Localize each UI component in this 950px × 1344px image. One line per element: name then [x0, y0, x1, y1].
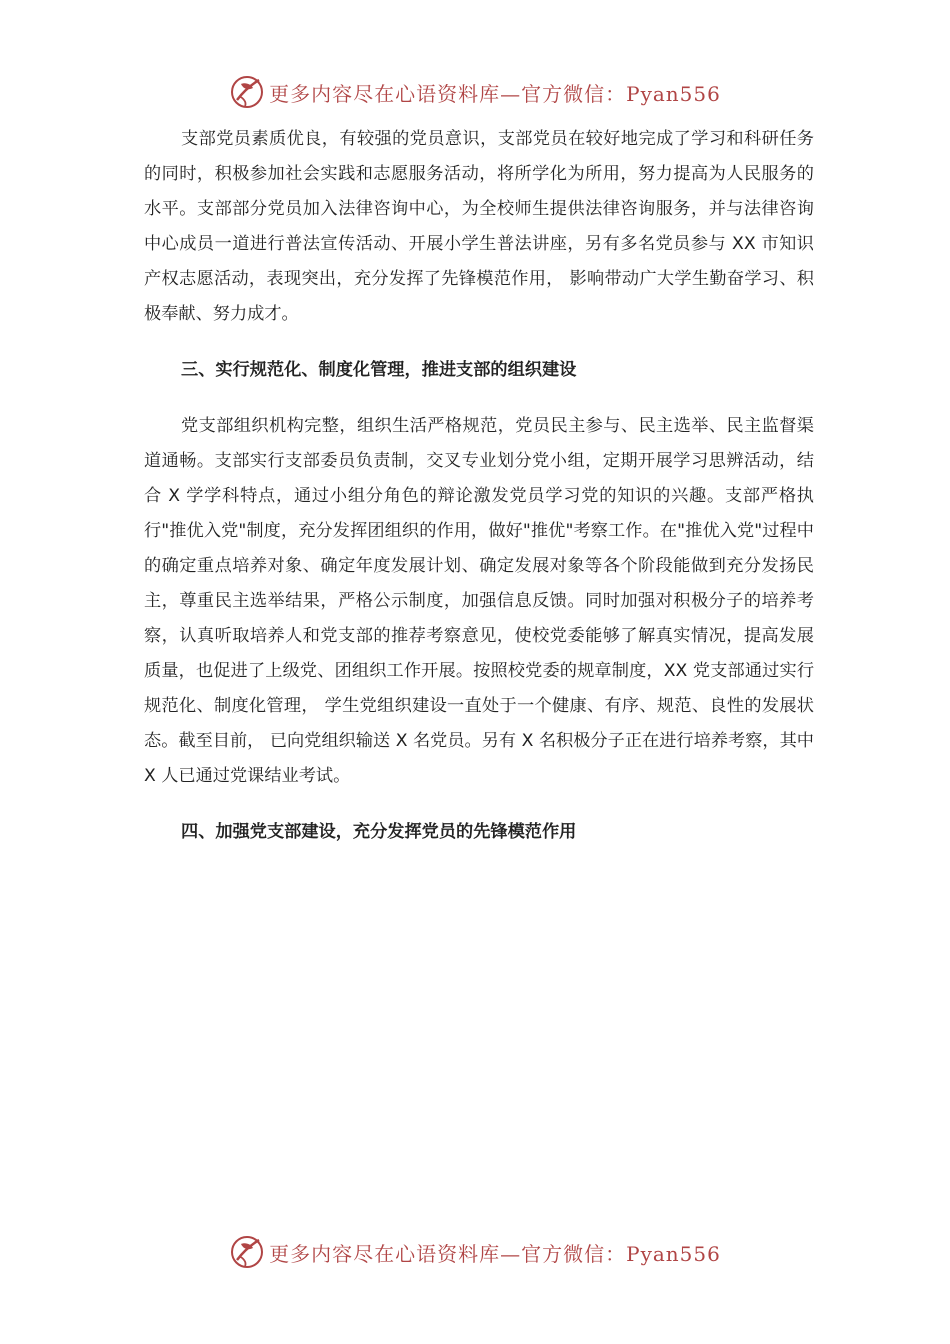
- watermark-footer: [0, 1232, 950, 1272]
- paragraph-party-member-quality: 支部党员素质优良，有较强的党员意识，支部党员在较好地完成了学习和科研任务的同时，积极参加社会实践和志愿服务活动，将所学化为所用，努力提高为人民服务的水平。支部部分党员加入法律咨询中心，为全校师生提供法律咨询服务，并与法律咨询中心成员一道进行普法宣传活动、开展小学生普法讲座，另有多名党员参与 XX 市知识产权志愿活动，表现突出，充分发挥了先锋模范作用， 影响带动广大学生勤奋学习、积极奉献、努力成才。: [144, 129, 814, 324]
- brand-logo-icon: [229, 1234, 265, 1270]
- watermark-text: 更多内容尽在心语资料库—官方微信：Pyan556: [269, 81, 721, 106]
- document-body: [144, 122, 814, 850]
- section-heading-3: 三、实行规范化、制度化管理，推进支部的组织建设: [181, 360, 577, 380]
- paragraph-organization-building: 党支部组织机构完整，组织生活严格规范，党员民主参与、民主选举、民主监督渠道通畅。支部实行支部委员负责制，交叉专业划分党小组，定期开展学习思辨活动，结合 X 学学科特点，通过小组分角色的辩论激发党员学习党的知识的兴趣。支部严格执行"推优入党"制度，充分发挥团组织的作用，做好"推优"考察工作。在"推优入党"过程中的确定重点培养对象、确定年度发展计划、确定发展对象等各个阶段能做到充分发扬民主，尊重民主选举结果，严格公示制度，加强信息反馈。同时加强对积极分子的培养考察，认真听取培养人和党支部的推荐考察意见，使校党委能够了解真实情况，提高发展质量，也促进了上级党、团组织工作开展。按照校党委的规章制度，XX 党支部通过实行规范化、制度化管理， 学生党组织建设一直处于一个健康、有序、规范、良性的发展状态。截至目前， 已向党组织输送 X 名党员。另有 X 名积极分子正在进行培养考察，其中 X 人已通过党课结业考试。: [144, 416, 815, 786]
- section-heading-4: 四、加强党支部建设，充分发挥党员的先锋模范作用: [181, 822, 577, 842]
- brand-logo-icon: [229, 74, 265, 110]
- watermark-header: [0, 72, 950, 112]
- watermark-text: 更多内容尽在心语资料库—官方微信：Pyan556: [269, 1241, 721, 1266]
